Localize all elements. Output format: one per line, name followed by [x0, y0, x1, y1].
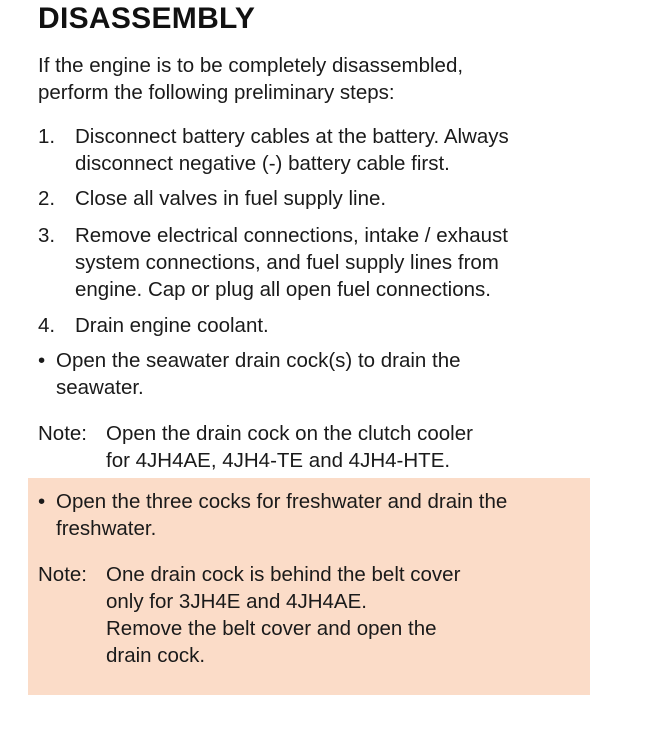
step-number: 1.: [38, 125, 56, 148]
step-1: [38, 123, 638, 177]
step-2: [38, 185, 638, 212]
step-line: disconnect negative (-) battery cable first.: [75, 152, 450, 175]
bullet-text: [56, 347, 638, 401]
step-number: 2.: [38, 187, 56, 210]
bullet-freshwater: [38, 488, 638, 542]
note-belt-cover: [38, 561, 638, 669]
step-line: Remove electrical connections, intake / exhaust: [75, 224, 509, 247]
page-title: DISASSEMBLY: [38, 2, 256, 35]
step-3: [38, 222, 638, 303]
note-label: Note:: [38, 563, 87, 586]
step-number: 4.: [38, 314, 56, 337]
note-text: [106, 420, 638, 474]
step-line: engine. Cap or plug all open fuel connections.: [75, 278, 491, 301]
note-label: Note:: [38, 422, 87, 445]
note-clutch-cooler: [38, 420, 638, 474]
bullet-seawater: [38, 347, 638, 401]
bullet-line: Open the seawater drain cock(s) to drain the: [56, 349, 461, 372]
step-line: system connections, and fuel supply lines from: [75, 251, 499, 274]
intro-line: perform the following preliminary steps:: [38, 81, 395, 104]
bullet-line: seawater.: [56, 376, 144, 399]
note-line: One drain cock is behind the belt cover: [106, 563, 461, 586]
note-line: Remove the belt cover and open the: [106, 617, 437, 640]
step-text: [75, 185, 638, 212]
intro-paragraph: [38, 52, 638, 106]
note-line: drain cock.: [106, 644, 206, 667]
step-text: [75, 123, 638, 177]
step-number: 3.: [38, 224, 56, 247]
intro-line: If the engine is to be completely disassembled,: [38, 54, 464, 77]
step-line: Drain engine coolant.: [75, 314, 269, 337]
bullet-line: Open the three cocks for freshwater and drain the: [56, 490, 508, 513]
note-text: [106, 561, 638, 669]
note-line: Open the drain cock on the clutch cooler: [106, 422, 473, 445]
step-text: [75, 312, 638, 339]
step-line: Disconnect battery cables at the battery. Always: [75, 125, 509, 148]
bullet-marker: •: [38, 349, 46, 372]
step-text: [75, 222, 638, 303]
bullet-text: [56, 488, 638, 542]
bullet-marker: •: [38, 490, 46, 513]
note-line: for 4JH4AE, 4JH4-TE and 4JH4-HTE.: [106, 449, 451, 472]
step-line: Close all valves in fuel supply line.: [75, 187, 387, 210]
step-4: [38, 312, 638, 339]
note-line: only for 3JH4E and 4JH4AE.: [106, 590, 367, 613]
bullet-line: freshwater.: [56, 517, 157, 540]
